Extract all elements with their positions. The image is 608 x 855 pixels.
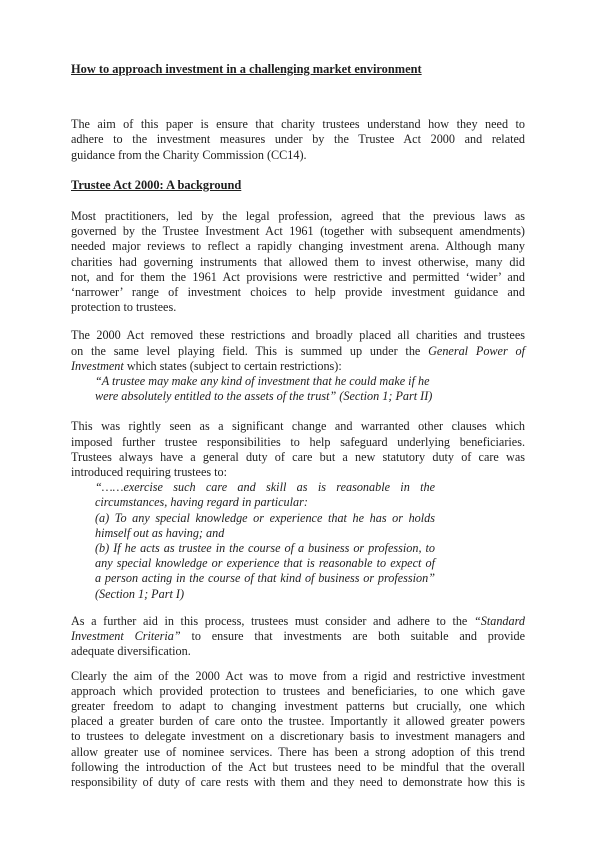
duty-of-care-quote xyxy=(95,480,435,602)
italic-run: General Power of xyxy=(428,343,525,358)
text-line: Trustees always have a general duty of care but a new statutory duty of care was xyxy=(71,449,525,464)
text-line: governed by the Trustee Investment Act 1961 (together with subsequent amendments) xyxy=(71,224,525,239)
text-line: approach which provided protection to trustees and beneficiaries, to one which gave xyxy=(71,683,525,698)
section-heading-background: Trustee Act 2000: A background xyxy=(71,177,242,192)
text-line: The 2000 Act removed these restrictions and broadly placed all charities and trustees xyxy=(71,328,525,343)
text-line: adequate diversification. xyxy=(71,644,191,659)
standard-criteria-paragraph xyxy=(71,614,525,660)
text-line: imposed further trustee responsibilities to help safeguard underlying beneficiaries. xyxy=(71,434,525,449)
quote-line: “……exercise such care and skill as is reasonable in the xyxy=(95,480,435,495)
quote-line: circumstances, having regard in particular: xyxy=(95,495,308,510)
quote-line: (Section 1; Part I) xyxy=(95,586,185,601)
text-line: Most practitioners, led by the legal profession, agreed that the previous laws as xyxy=(71,209,525,224)
quote-line: himself out as having; and xyxy=(95,525,225,540)
text-line: responsibility of duty of care rests with them and they need to demonstrate how this is xyxy=(71,774,525,789)
text-line: to trustees to delegate investment on a discretionary basis to investment managers and xyxy=(71,729,525,744)
document-content xyxy=(71,62,525,805)
document-title: How to approach investment in a challenging market environment xyxy=(71,62,422,76)
text-line: Clearly the aim of the 2000 Act was to move from a rigid and restrictive investment xyxy=(71,668,525,683)
quote-line: were absolutely entitled to the assets of the trust” (Section 1; Part II) xyxy=(95,389,433,404)
text-run: which states (subject to certain restrictions): xyxy=(123,358,342,373)
text-line: allow greater use of nominee services. There has been a strong adoption of this trend xyxy=(71,744,525,759)
general-power-quote xyxy=(95,374,515,404)
text-line: charities had governing instruments that allowed them to invest otherwise, many did xyxy=(71,254,525,269)
aim-summary-paragraph xyxy=(71,669,525,791)
text-line xyxy=(71,359,525,374)
duty-of-care-paragraph xyxy=(71,419,525,480)
text-line: introduced requiring trustees to: xyxy=(71,465,228,480)
text-line: following the introduction of the Act but trustees need to be mindful that the overall xyxy=(71,759,525,774)
text-run: to ensure that investments are both suitable and provide xyxy=(180,629,525,644)
intro-paragraph xyxy=(71,117,525,163)
act-2000-paragraph xyxy=(71,328,525,374)
text-line: placed a greater burden of care onto the trustee. Importantly it allowed greater powers xyxy=(71,714,525,729)
text-line: not, and for them the 1961 Act provisions were restrictive and permitted ‘wider’ and xyxy=(71,269,525,284)
text-line: needed major reviews to reflect a rapidly changing investment arena. Although many xyxy=(71,239,525,254)
quote-line: any special knowledge or experience that is reasonable to expect of xyxy=(95,556,435,571)
quote-line: (b) If he acts as trustee in the course of a business or profession, to xyxy=(95,541,435,556)
text-line: The aim of this paper is ensure that charity trustees understand how they need to xyxy=(71,117,525,132)
italic-run: “Standard xyxy=(473,613,525,628)
italic-run: Investment Criteria” xyxy=(71,629,181,644)
text-run: As a further aid in this process, trustees must consider and adhere to the xyxy=(71,613,474,628)
quote-line: (a) To any special knowledge or experience that he has or holds xyxy=(95,510,435,525)
text-line: protection to trustees. xyxy=(71,300,177,315)
quote-line: a person acting in the course of that kind of business or profession” xyxy=(95,571,435,586)
text-line: ‘narrower’ range of investment choices to help provide investment guidance and xyxy=(71,285,525,300)
text-run: on the same level playing field. This is summed up under the xyxy=(71,343,429,358)
text-line xyxy=(71,344,525,359)
text-line xyxy=(71,629,525,644)
text-line xyxy=(71,614,525,629)
text-line: This was rightly seen as a significant change and warranted other clauses which xyxy=(71,419,525,434)
italic-run: Investment xyxy=(71,358,124,373)
practitioners-paragraph xyxy=(71,209,525,315)
text-line: greater freedom to adapt to changing investment patterns but crucially, one which xyxy=(71,698,525,713)
text-line: guidance from the Charity Commission (CC14). xyxy=(71,147,307,162)
quote-line: “A trustee may make any kind of investment that he could make if he xyxy=(95,374,430,389)
text-line: adhere to the investment measures under by the Trustee Act 2000 and related xyxy=(71,132,525,147)
